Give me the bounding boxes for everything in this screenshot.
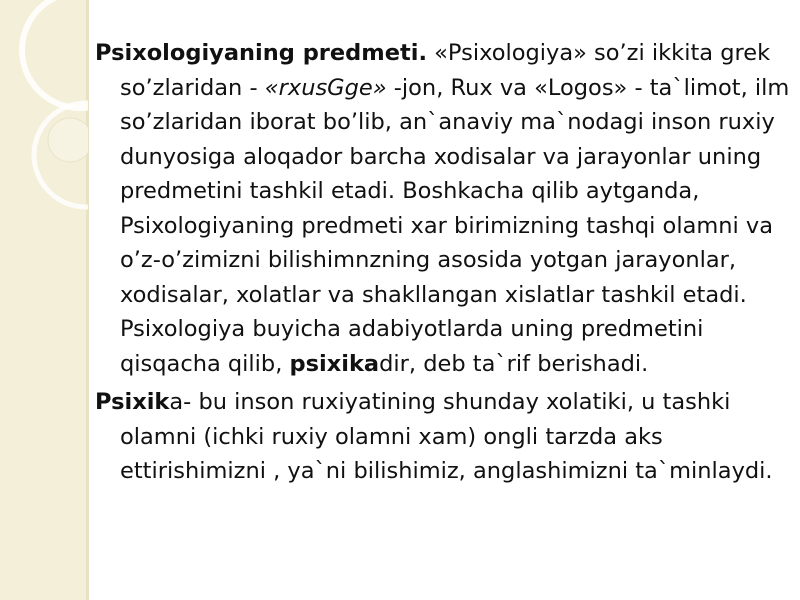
bold-term-psixika: psixika <box>289 350 380 377</box>
bold-term-psixik: Psixik <box>95 389 170 415</box>
paragraph1-text-start: «Psixologiya» so’zi ikkita grek so’zlaridan - <box>120 40 771 101</box>
italic-greek-word: «rxusGge» <box>264 74 387 101</box>
deco-circle-small <box>48 118 88 162</box>
paragraph-psixologiya-predmeti <box>95 36 790 381</box>
slide-body <box>95 36 790 493</box>
paragraph1-text-middle: -jon, Rux va «Logos» - ta`limot, ilm so’zlaridan iborat bo’lib, an`anaviy ma`nodagi inson ruxiy dunyosiga aloqador barcha xodisalar va jarayonlar uning predmetini tashkil etadi. Boshkacha qilib aytganda, Psixologiyaning predmeti xar birimizning tashqi olamni va o’z-o’zimizni bilishimnzning asosida yotgan jarayonlar, xodisalar, xolatlar va shakllangan xislatlar tashkil etadi. Psixologiya buyicha adabiyotlarda uning predmetini qisqacha qilib, <box>120 74 790 377</box>
decorative-circles-graphic <box>0 0 88 600</box>
heading-psixologiyaning-predmeti: Psixologiyaning predmeti. <box>95 40 427 66</box>
paragraph1-text-end: dir, deb ta`rif berishadi. <box>379 350 649 377</box>
paragraph-psixika-definition <box>95 385 790 489</box>
deco-circle-large <box>22 0 88 108</box>
paragraph2-text: a- bu inson ruxiyatining shunday xolatiki, u tashki olamni (ichki ruxiy olamni xam) ongli tarzda aks ettirishimizni , ya`ni bilishimiz, anglashimizni ta`minlaydi. <box>120 389 773 484</box>
